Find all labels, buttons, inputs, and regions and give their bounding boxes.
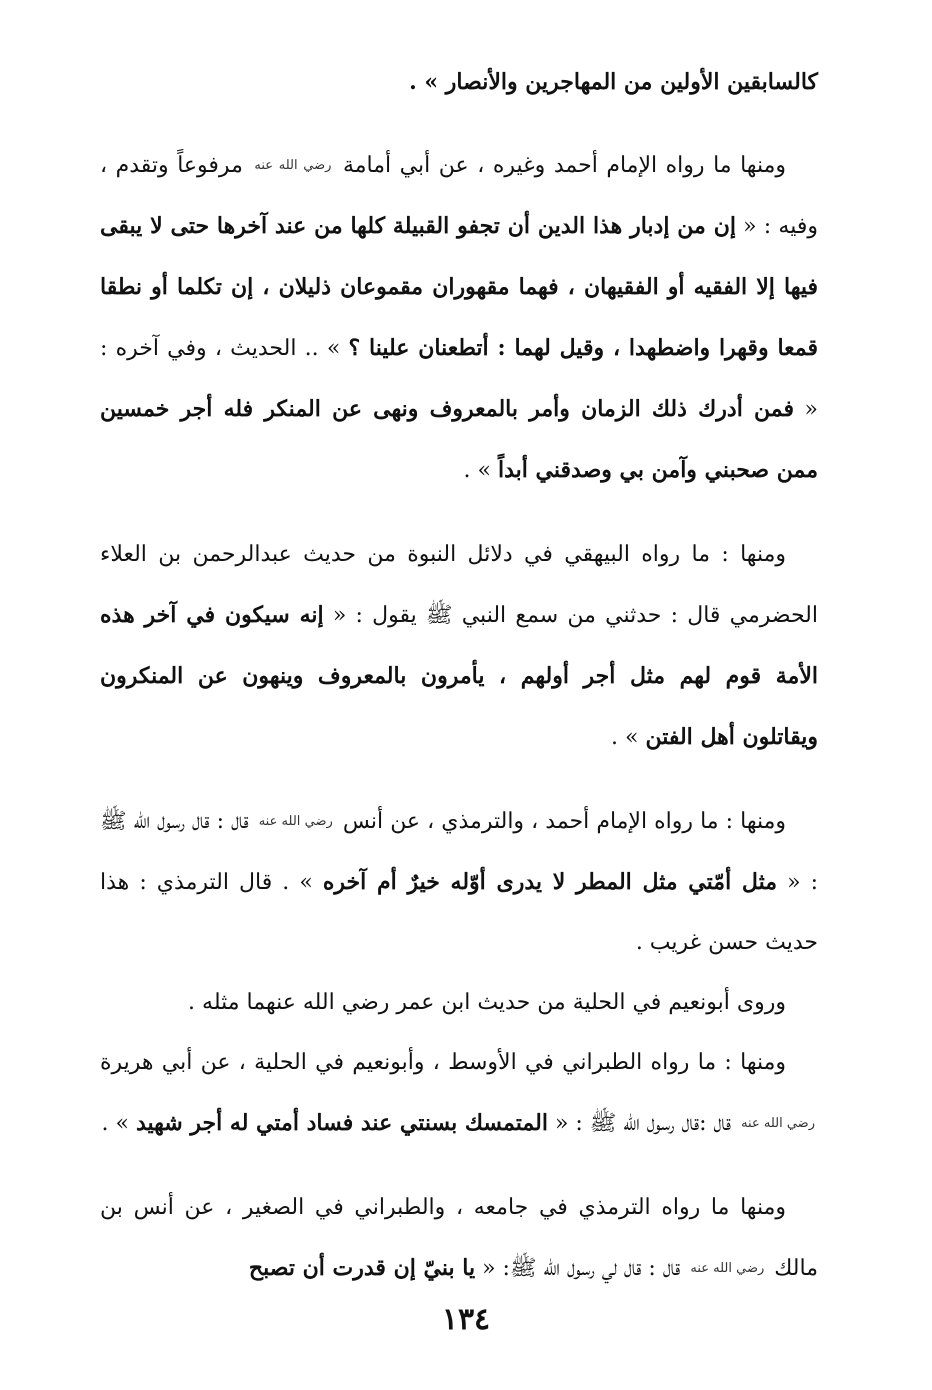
paragraph-5-text: وروى أبونعيم في الحلية من حديث ابن عمر رضي الله عنهما مثله . bbox=[188, 990, 786, 1015]
paragraph-2-text-1: ومنها ما رواه الإمام أحمد وغيره ، عن أبي أمامة bbox=[342, 153, 786, 178]
paragraph-6-text-1: ومنها : ما رواه الطبراني في الأوسط ، وأبونعيم في الحلية ، عن أبي هريرة bbox=[100, 1050, 786, 1075]
paragraph-gap bbox=[100, 112, 818, 136]
hadith-quote-3: إنه سيكون في آخر هذه الأمة قوم لهم مثل أجر أولهم ، يأمرون بالمعروف وينهون عن المنكرون ويقاتلون أهل الفتن bbox=[100, 602, 818, 750]
hadith-quote-6: يا بنيّ إن قدرت أن تصبح bbox=[248, 1255, 476, 1281]
paragraph-7-text-2: قال : قال لي رسول الله ﷺ: « bbox=[475, 1256, 681, 1281]
paragraph-7-text-1: ومنها ما رواه الترمذي في جامعه ، والطبراني في الصغير ، عن أنس بن مالك bbox=[100, 1195, 818, 1281]
paragraph-2 bbox=[100, 136, 818, 501]
paragraph-gap bbox=[100, 1154, 818, 1178]
paragraph-2-text-3: » .. الحديث ، وفي آخره : « bbox=[100, 336, 819, 422]
paragraph-6-text-3: » . bbox=[101, 1111, 136, 1136]
paragraph-gap bbox=[100, 768, 818, 792]
paragraph-1 bbox=[100, 52, 818, 112]
honorific-glyph: رضي الله عنه bbox=[741, 1116, 815, 1131]
paragraph-7 bbox=[100, 1178, 818, 1299]
paragraph-4 bbox=[100, 792, 818, 973]
paragraph-2-text-4: » . bbox=[463, 458, 498, 483]
hadith-quote-4: مثل أمّتي مثل المطر لا يدرى أوّله خيرٌ أم آخره bbox=[322, 869, 777, 895]
honorific-glyph: رضي الله عنه bbox=[690, 1261, 765, 1276]
paragraph-4-text-2: قال : قال رسول الله ﷺ : « bbox=[100, 809, 819, 895]
honorific-glyph: رضي الله عنه bbox=[254, 158, 332, 173]
hadith-quote-2: فمن أدرك ذلك الزمان وأمر بالمعروف ونهى عن المنكر فله أجر خمسين ممن صحبني وآمن بي وصدقني أبداً bbox=[100, 396, 818, 483]
paragraph-3-text-1: ومنها : ما رواه البيهقي في دلائل النبوة من حديث عبدالرحمن بن العلاء الحضرمي قال : حدثني من سمع النبي ﷺ يقول : « bbox=[100, 542, 818, 628]
paragraph-6 bbox=[100, 1033, 818, 1154]
hadith-quote-1: إن من إدبار هذا الدين أن تجفو القبيلة كلها من عند آخرها حتى لا يبقى فيها إلا الفقيه أو الفقيهان ، فهما مقهوران مقموعان ذليلان ، إن تكلما أو نطقا قمعا وقهرا واضطهدا ، وقيل لهما : أتطعنان علينا ؟ bbox=[100, 213, 818, 361]
paragraph-4-text-1: ومنها : ما رواه الإمام أحمد ، والترمذي ، عن أنس bbox=[342, 809, 787, 834]
paragraph-1-text: كالسابقين الأولين من المهاجرين والأنصار » . bbox=[409, 69, 818, 95]
paragraph-3 bbox=[100, 525, 818, 768]
paragraph-6-text-2: قال :قال رسول الله ﷺ : « bbox=[547, 1111, 732, 1136]
paragraph-4-text-3: » . قال الترمذي : هذا حديث حسن غريب . bbox=[100, 870, 818, 955]
page-number: ١٣٤ bbox=[441, 1302, 491, 1337]
paragraph-2-text-2: مرفوعاً وتقدم ، وفيه : « bbox=[100, 153, 818, 239]
hadith-quote-5: المتمسك بسنتي عند فساد أمتي له أجر شهيد bbox=[135, 1110, 548, 1136]
paragraph-gap bbox=[100, 501, 818, 525]
book-page bbox=[100, 52, 818, 1299]
paragraph-3-text-2: » . bbox=[611, 725, 646, 750]
honorific-glyph: رضي الله عنه bbox=[258, 814, 333, 829]
paragraph-5 bbox=[100, 973, 818, 1033]
